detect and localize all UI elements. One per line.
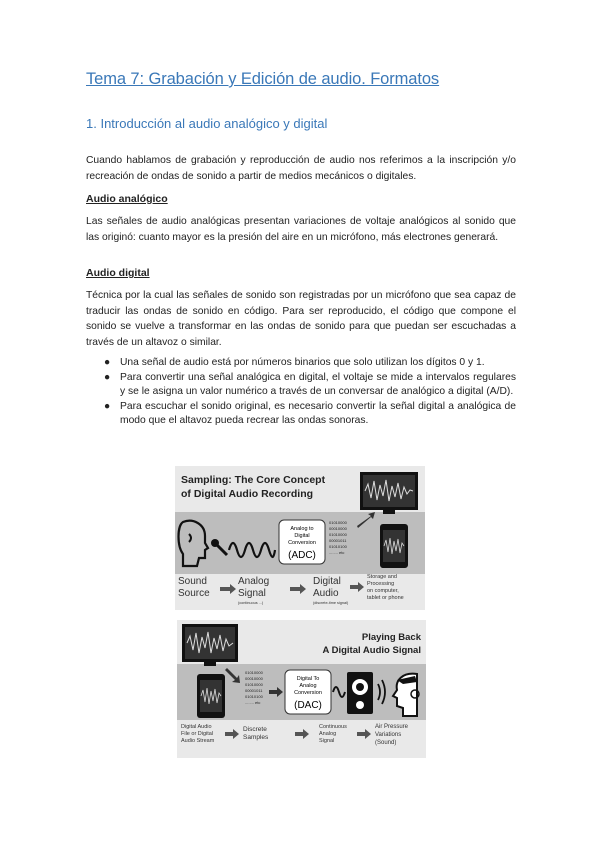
list-item <box>86 371 516 400</box>
tablet-icon <box>380 524 408 568</box>
digital-heading: Audio digital <box>86 267 150 279</box>
air-label-2: Variations <box>375 732 402 738</box>
binary-line: 01010000 <box>245 682 263 687</box>
analog-signal-note: (continuous ...) <box>238 601 264 605</box>
digital-audio-note: (discrete-time signal) <box>313 601 349 605</box>
storage-3: on computer, <box>367 588 399 594</box>
playback-title-1: Playing Back <box>361 632 421 643</box>
adc-label-3: Conversion <box>288 540 316 546</box>
playback-title-2: A Digital Audio Signal <box>322 645 421 656</box>
adc-label-2: Digital <box>294 533 310 539</box>
binary-line: 00001011 <box>329 538 347 543</box>
binary-line: 01010000 <box>245 670 263 675</box>
dac-label-2: Analog <box>299 683 317 689</box>
file-label-2: File or Digital <box>181 731 214 737</box>
section-heading: 1. Introducción al audio analógico y digital <box>86 116 328 131</box>
analog-signal-2: Signal <box>238 588 266 599</box>
binary-line: ........ etc <box>245 700 261 705</box>
intro-paragraph: Cuando hablamos de grabación y reproducción de audio nos referimos a la inscripción y/o recreación de ondas de sonido a partir de medios mecánicos o digitales. <box>86 155 516 182</box>
dac-abbr: (DAC) <box>294 700 322 711</box>
air-label-1: Air Pressure <box>375 724 409 730</box>
continuous-label-1: Continuous <box>319 724 347 730</box>
tablet-icon <box>197 674 225 718</box>
storage-2: Processing <box>367 581 395 587</box>
discrete-label-2: Samples <box>243 734 269 741</box>
playback-figure <box>177 620 426 758</box>
list-item <box>86 400 516 429</box>
continuous-label-3: Signal <box>319 738 335 744</box>
analog-heading: Audio analógico <box>86 193 168 205</box>
air-label-3: (Sound) <box>375 740 397 746</box>
digital-audio-1: Digital <box>313 576 341 587</box>
digital-paragraph: Técnica por la cual las señales de sonido son registradas por un micrófono que sea capaz de traducir las ondas de sonido en código. Para ser reproducido, el código que compone el sonido se vuelve a transformar en las ondas de sonido para que puedan ser escuchadas a través de un altavoz o similar. <box>86 290 516 348</box>
sampling-title-1: Sampling: The Core Concept <box>181 474 326 486</box>
bullet-text: Para escuchar el sonido original, es necesario convertir la señal digital a analógica de modo que el altavoz pueda recrear las ondas sonoras. <box>120 400 516 427</box>
binary-line: 01010100 <box>245 694 263 699</box>
bullet-text: Para convertir una señal analógica en digital, el voltaje se mide a intervalos regulares y se le asigna un valor numérico a través de un conversar de analógico a digital (A/D). <box>120 371 516 398</box>
sampling-figure <box>175 466 425 610</box>
bullet-icon: ● <box>104 400 111 412</box>
binary-line: 01010000 <box>329 520 347 525</box>
file-label-3: Audio Stream <box>181 738 215 744</box>
binary-line: 00010000 <box>329 526 347 531</box>
bullet-icon: ● <box>104 371 111 383</box>
binary-line: ........ etc <box>329 550 345 555</box>
binary-line: 01010000 <box>329 532 347 537</box>
discrete-label-1: Discrete <box>243 726 267 733</box>
continuous-label-2: Analog <box>319 731 337 737</box>
page-title[interactable]: Tema 7: Grabación y Edición de audio. Formatos <box>86 70 440 88</box>
digital-audio-2: Audio <box>313 588 339 599</box>
dac-label-1: Digital To <box>296 676 320 682</box>
binary-line: 00001011 <box>245 688 263 693</box>
binary-line: 00010000 <box>245 676 263 681</box>
monitor-icon <box>360 472 418 514</box>
digital-bullet-list <box>86 356 516 429</box>
adc-abbr: (ADC) <box>288 550 316 561</box>
storage-4: tablet or phone <box>367 595 404 601</box>
sound-source-1: Sound <box>178 576 207 587</box>
monitor-icon <box>182 624 238 666</box>
adc-label-1: Analog to <box>290 526 314 532</box>
file-label-1: Digital Audio <box>181 724 212 730</box>
bullet-text: Una señal de audio está por números binarios que solo utilizan los dígitos 0 y 1. <box>120 357 485 368</box>
storage-1: Storage and <box>367 574 397 580</box>
binary-line: 01010100 <box>329 544 347 549</box>
sampling-title-2: of Digital Audio Recording <box>181 488 314 500</box>
sound-source-2: Source <box>178 588 210 599</box>
dac-label-3: Conversion <box>294 690 322 696</box>
analog-paragraph: Las señales de audio analógicas presentan variaciones de voltaje analógicos al sonido que las originó: cuanto mayor es la presión del aire en un micrófono, más electrones generará. <box>86 216 516 243</box>
speaker-icon <box>347 672 373 714</box>
list-item <box>86 356 516 371</box>
bullet-icon: ● <box>104 357 111 368</box>
analog-signal-1: Analog <box>238 576 270 587</box>
